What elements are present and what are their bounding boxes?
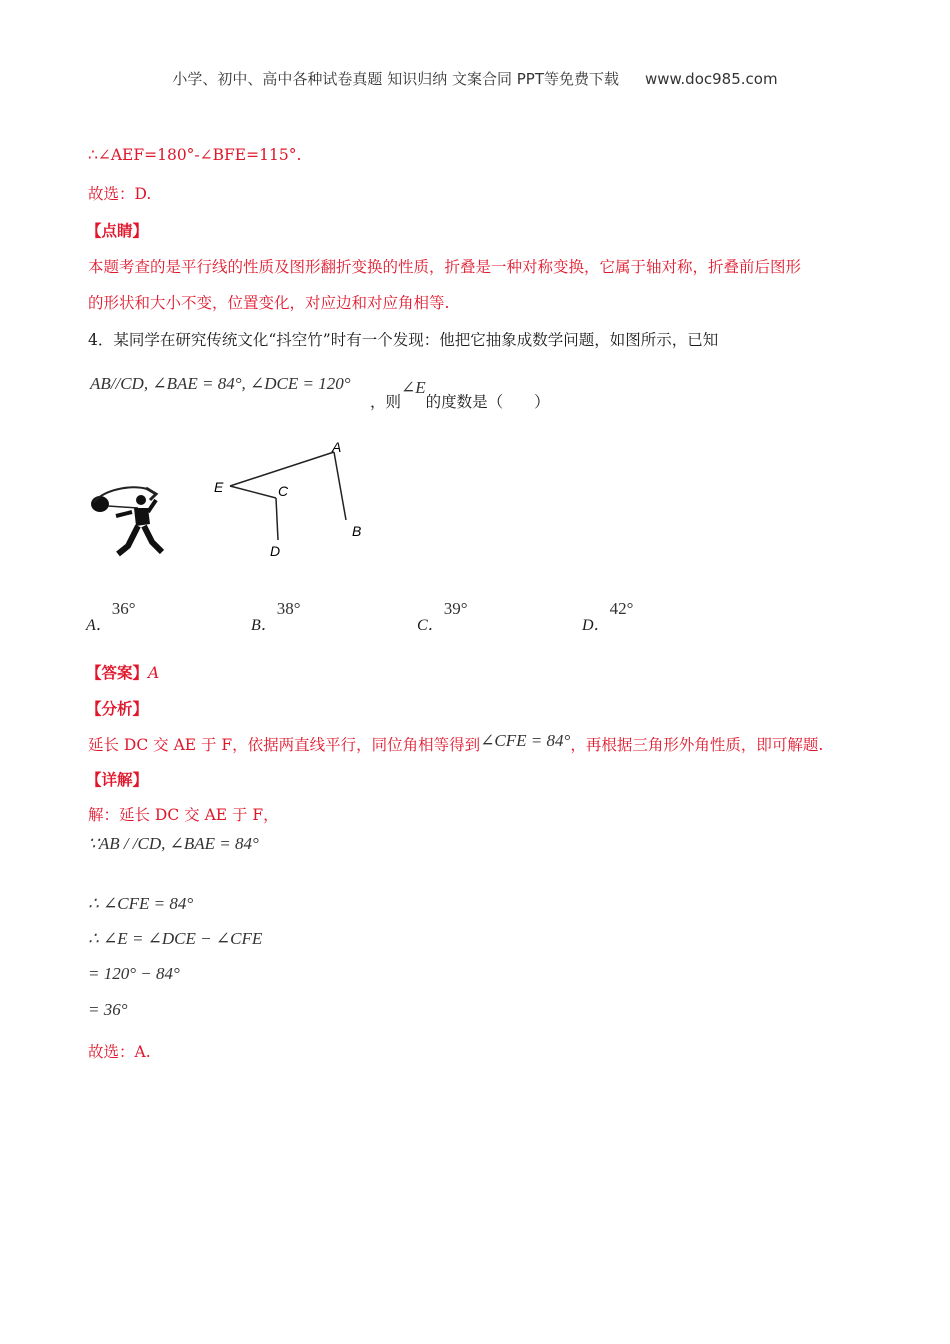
analysis-text-pre: 延长 DC 交 AE 于 F，依据两直线平行，同位角相等得到 bbox=[88, 736, 481, 754]
option-c-value: 39° bbox=[443, 599, 468, 618]
option-d-letter: D． bbox=[582, 617, 610, 634]
segment-ea bbox=[230, 452, 334, 486]
analysis-text bbox=[88, 733, 823, 755]
segment-cd bbox=[276, 498, 278, 540]
detail-choice: 故选：A. bbox=[88, 1043, 151, 1061]
label-b: B bbox=[352, 523, 362, 539]
answer-tag: 【答案】 bbox=[86, 663, 149, 682]
prev-comment-tag: 【点睛】 bbox=[86, 221, 149, 240]
option-b-value: 38° bbox=[276, 599, 301, 618]
question-given-line bbox=[90, 374, 351, 394]
detail-line5: = 120° − 84° bbox=[88, 964, 180, 983]
segment-ec bbox=[230, 486, 276, 498]
page-header bbox=[0, 68, 950, 89]
question-stem: 4．某同学在研究传统文化“抖空竹”时有一个发现：他把它抽象成数学问题，如图所示，已知 bbox=[88, 331, 719, 349]
detail-line1: 解：延长 DC 交 AE 于 F， bbox=[88, 806, 279, 824]
geometry-figure bbox=[206, 432, 376, 564]
label-a: A bbox=[332, 439, 342, 455]
option-d-value: 42° bbox=[609, 599, 634, 618]
question-ask-suffix: 的度数是（ ） bbox=[425, 393, 550, 411]
prev-comment-line2: 的形状和大小不变，位置变化，对应边和对应角相等. bbox=[88, 294, 450, 312]
header-site: www.doc985.com bbox=[644, 70, 778, 88]
label-c: C bbox=[278, 483, 289, 499]
detail-line6: = 36° bbox=[88, 1000, 128, 1019]
question-given: AB//CD, ∠BAE = 84°, ∠DCE = 120° bbox=[90, 374, 351, 393]
question-ask-angle: ∠E bbox=[401, 378, 426, 397]
question-ask-prefix: ，则 bbox=[370, 393, 402, 411]
option-c[interactable] bbox=[417, 599, 468, 635]
detail-tag: 【详解】 bbox=[86, 770, 149, 789]
option-b[interactable] bbox=[251, 599, 301, 635]
detail-line3: ∴ ∠CFE = 84° bbox=[88, 894, 194, 913]
prev-comment-line1: 本题考查的是平行线的性质及图形翻折变换的性质，折叠是一种对称变换，它属于轴对称，折叠前后图形 bbox=[88, 258, 802, 276]
label-d: D bbox=[270, 543, 281, 559]
option-a[interactable] bbox=[86, 599, 136, 635]
analysis-formula: ∠CFE = 84° bbox=[480, 731, 571, 750]
header-text: 小学、初中、高中各种试卷真题 知识归纳 文案合同 PPT等免费下载 bbox=[172, 70, 619, 88]
prev-conclusion: ∴∠AEF=180°-∠BFE=115°. bbox=[88, 146, 302, 164]
option-b-letter: B． bbox=[251, 617, 277, 634]
option-a-value: 36° bbox=[111, 599, 136, 618]
question-ask bbox=[370, 378, 550, 412]
detail-line2: ∵AB / /CD, ∠BAE = 84° bbox=[88, 834, 259, 853]
option-c-letter: C． bbox=[417, 617, 444, 634]
segment-ab bbox=[334, 452, 346, 520]
prev-choice: 故选：D. bbox=[88, 185, 152, 203]
answer-value: A bbox=[148, 664, 160, 682]
option-d[interactable] bbox=[582, 599, 634, 635]
option-a-letter: A． bbox=[86, 617, 112, 634]
answer-line bbox=[86, 661, 159, 683]
analysis-tag: 【分析】 bbox=[86, 699, 149, 718]
analysis-text-post: ，再根据三角形外角性质，即可解题. bbox=[570, 736, 824, 754]
diabolo-player-figure bbox=[86, 482, 166, 558]
label-e: E bbox=[214, 479, 224, 495]
detail-line4: ∴ ∠E = ∠DCE − ∠CFE bbox=[88, 929, 263, 948]
